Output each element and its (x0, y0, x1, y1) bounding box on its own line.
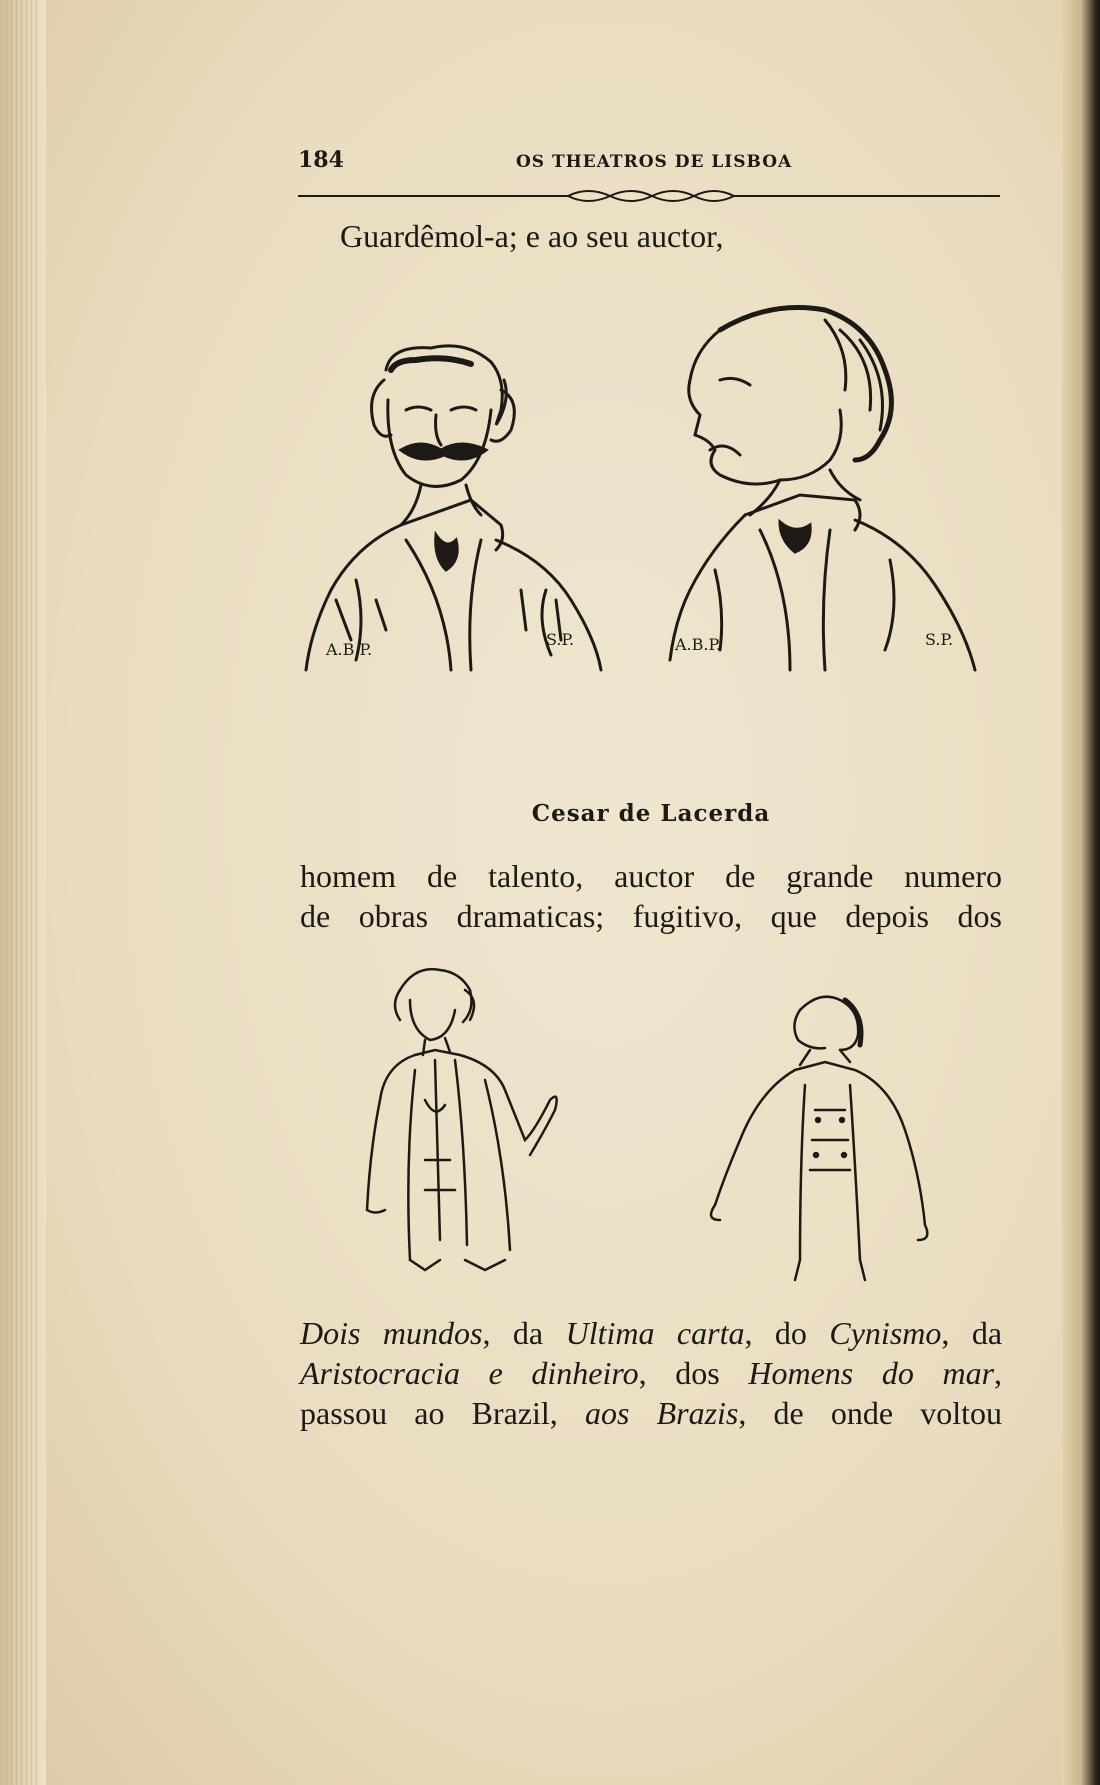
text-line-4: Dois mundos, da Ultima carta, do Cynismo, da (300, 1315, 1003, 1351)
illustration-signature-1: A.B.P. (326, 640, 373, 659)
text-line-2: homem de talento, auctor de grande numero (300, 858, 1002, 894)
portrait-illustration-front (296, 300, 636, 760)
page-edge (1062, 0, 1100, 1785)
title-dois-mundos: Dois mundos (300, 1315, 483, 1351)
text-line-6: passou ao Brazil, aos Brazis, de onde voltou (300, 1395, 1003, 1431)
illustration-caption: Cesar de Lacerda (531, 800, 771, 827)
title-homens-do-mar: Homens do mar (748, 1355, 995, 1391)
figure-illustration-left (355, 960, 615, 1300)
header-ornament-rule (298, 186, 1000, 212)
page-number: 184 (298, 147, 344, 173)
title-ultima-carta: Ultima carta (565, 1315, 745, 1351)
running-title: OS THEATROS DE LISBOA (516, 152, 793, 172)
text-line-5: Aristocracia e dinheiro, dos Homens do mar, (300, 1355, 1003, 1391)
illustration-signature-4: S.P. (925, 630, 954, 649)
page-gutter (0, 0, 46, 1785)
text-line-3: de obras dramaticas; fugitivo, que depois dos (300, 898, 1002, 934)
text-line-1: Guardêmol-a; e ao seu auctor, (340, 218, 724, 254)
title-cynismo: Cynismo (829, 1315, 942, 1351)
page-header (298, 147, 1000, 177)
illustration-signature-2: S.P. (546, 630, 575, 649)
illustration-signature-3: A.B.P. (675, 635, 722, 654)
figure-illustration-right (700, 990, 950, 1300)
portrait-illustration-profile (640, 290, 1010, 770)
title-aristocracia: Aristocracia e dinheiro (300, 1355, 639, 1391)
title-aos-brazis: aos Brazis (584, 1395, 739, 1431)
